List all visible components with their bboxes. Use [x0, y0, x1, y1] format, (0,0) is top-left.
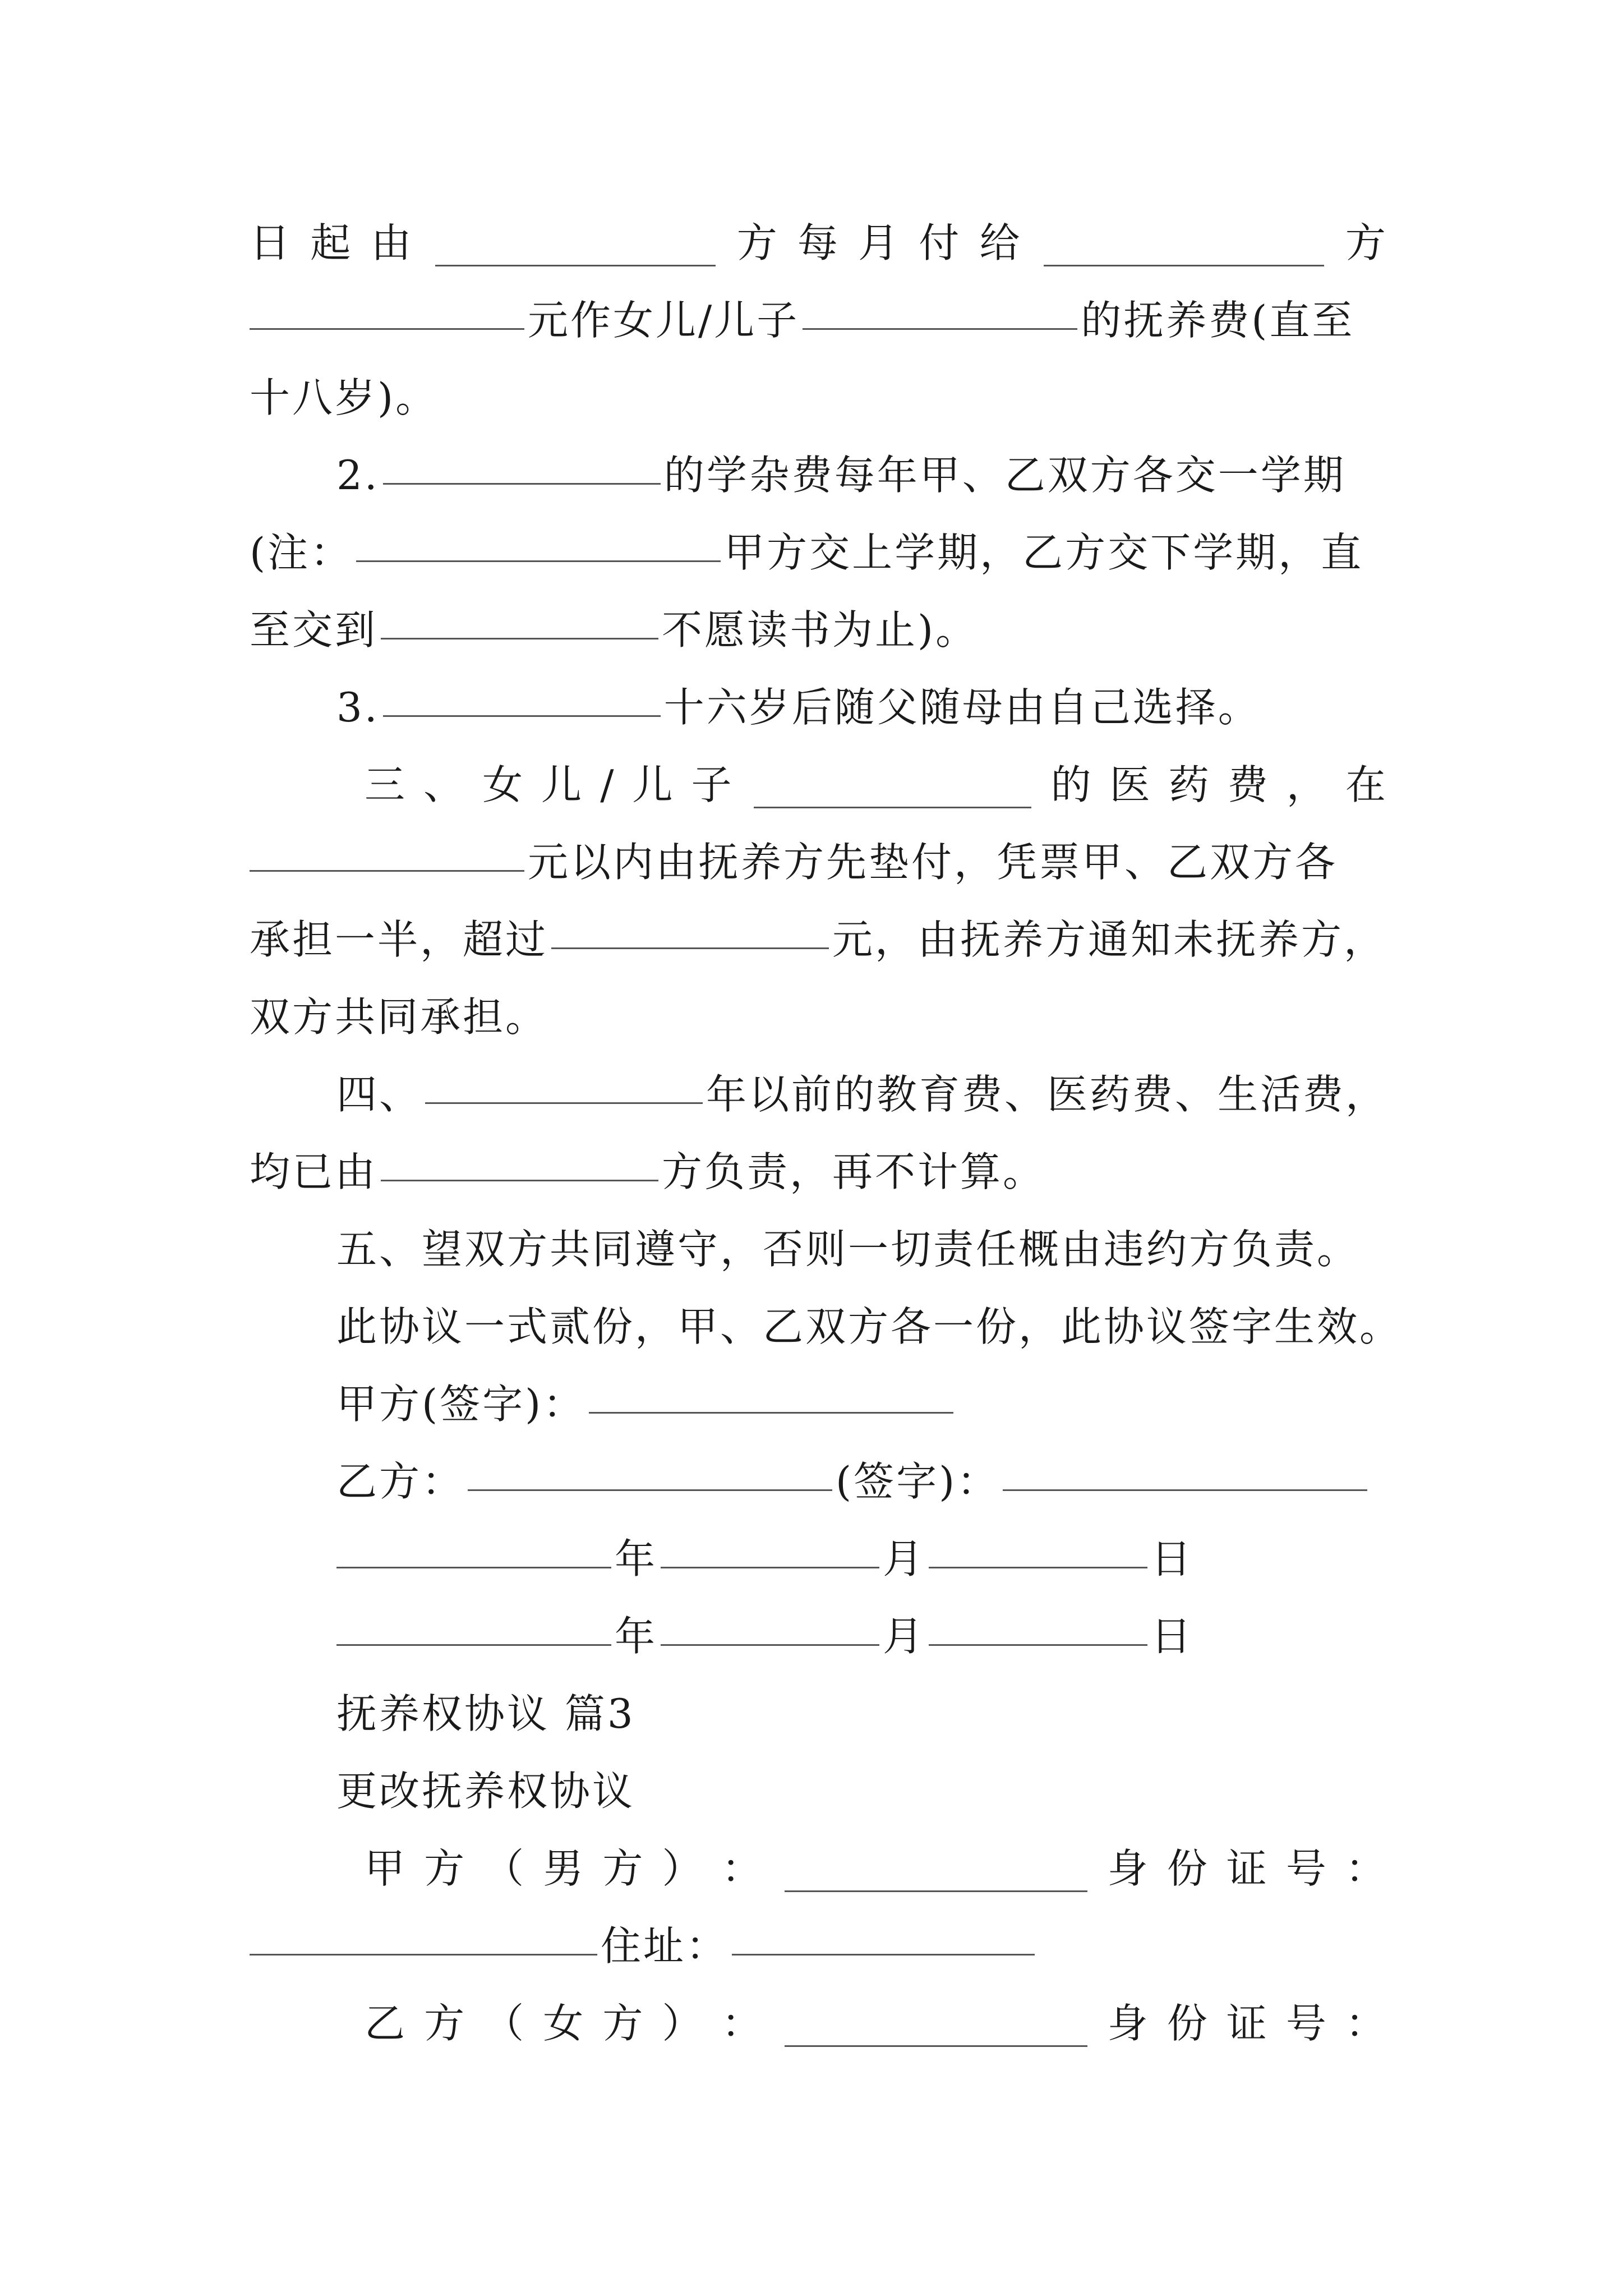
text-segment: (注： — [250, 529, 353, 576]
char: ： — [1345, 1845, 1388, 1892]
list-number: 3. — [336, 684, 380, 731]
date-label: 日 — [1151, 1613, 1194, 1660]
month-field[interactable] — [661, 1567, 879, 1568]
blank-field[interactable] — [356, 560, 721, 562]
char: 女 — [543, 2000, 586, 2047]
char: 每 — [797, 219, 840, 266]
date-line-2 — [336, 1608, 1388, 1664]
blank-field[interactable] — [381, 638, 658, 639]
char: 起 — [310, 219, 353, 266]
blank-field[interactable] — [468, 1489, 832, 1491]
text-segment: 此协议一式贰份，甲、乙双方各一份，此协议签字生效。 — [336, 1303, 1403, 1350]
text-segment: 十六岁后随父随母由自己选择。 — [663, 684, 1261, 731]
char: ， — [1286, 761, 1329, 808]
char: 儿 — [541, 761, 584, 808]
date-label: 月 — [883, 1613, 926, 1660]
char: 方 — [736, 219, 780, 266]
char: 女 — [482, 761, 525, 808]
char: 身 — [1107, 1845, 1150, 1892]
text-segment: 方负责，再不计算。 — [662, 1148, 1046, 1195]
text-line-12 — [336, 1066, 1388, 1122]
date-label: 月 — [883, 1535, 926, 1582]
name-field[interactable] — [785, 2045, 1087, 2047]
signature-field[interactable] — [589, 1412, 953, 1414]
year-field[interactable] — [336, 1567, 611, 1568]
text-line-2 — [250, 292, 1388, 348]
address-label: 住址： — [601, 1922, 729, 1970]
text-line-7 — [336, 679, 1388, 735]
char: 儿 — [632, 761, 675, 808]
signature-label: 乙方： — [336, 1458, 465, 1505]
text-segment: 四、 — [336, 1071, 422, 1118]
party-b-line — [365, 1995, 1388, 2051]
char: 方 — [602, 1845, 645, 1892]
text-segment: 元以内由抚养方先垫付，凭票甲、乙双方各 — [528, 839, 1338, 886]
char: 在 — [1345, 761, 1388, 808]
text-line-4 — [336, 447, 1388, 503]
char: 费 — [1227, 761, 1270, 808]
char: ： — [1345, 2000, 1388, 2047]
blank-field[interactable] — [383, 715, 661, 717]
name-field[interactable] — [785, 1890, 1087, 1892]
char: 方 — [1345, 219, 1388, 266]
section-heading — [336, 1686, 1388, 1742]
date-label: 年 — [615, 1535, 658, 1582]
text-segment: 的抚养费(直至 — [1081, 297, 1355, 344]
char: 日 — [250, 219, 293, 266]
char: 男 — [543, 1845, 586, 1892]
char: 甲 — [365, 1845, 408, 1892]
char: 身 — [1107, 2000, 1150, 2047]
blank-field[interactable] — [1044, 265, 1324, 266]
text-line-15 — [336, 1299, 1403, 1355]
char: 、 — [423, 761, 467, 808]
signature-label: 甲方(签字)： — [336, 1381, 586, 1428]
blank-field[interactable] — [383, 483, 661, 485]
text-segment: 不愿读书为止)。 — [662, 606, 979, 654]
heading-text: 抚养权协议 篇3 — [336, 1690, 635, 1737]
blank-field[interactable] — [425, 1102, 703, 1104]
text-line-6 — [250, 602, 1388, 658]
month-field[interactable] — [661, 1644, 879, 1646]
char: ： — [721, 2000, 764, 2047]
text-segment: 五、望双方共同遵守，否则一切责任概由违约方负责。 — [336, 1226, 1360, 1273]
text-segment: 均已由 — [250, 1148, 378, 1195]
document-title — [336, 1763, 1388, 1819]
text-segment: 双方共同承担。 — [250, 993, 548, 1041]
party-a-line — [365, 1841, 1388, 1897]
signature-field[interactable] — [1003, 1489, 1367, 1491]
signature-line-party-a — [336, 1376, 1388, 1432]
text-segment: 元，由抚养方通知未抚养方， — [832, 916, 1387, 963]
id-number-field[interactable] — [250, 1954, 597, 1955]
year-field[interactable] — [336, 1644, 611, 1646]
char: 方 — [424, 2000, 467, 2047]
date-line-1 — [336, 1531, 1388, 1587]
char: ： — [721, 1845, 764, 1892]
char: （ — [483, 2000, 527, 2047]
text-segment: 至交到 — [250, 606, 378, 654]
text-segment: 的学杂费每年甲、乙双方各交一学期 — [663, 452, 1346, 499]
char: 证 — [1226, 1845, 1269, 1892]
char: 子 — [691, 761, 734, 808]
char: 三 — [365, 761, 408, 808]
char: 号 — [1285, 2000, 1329, 2047]
title-text: 更改抚养权协议 — [336, 1768, 635, 1815]
text-line-14 — [336, 1221, 1388, 1277]
text-line-9 — [250, 834, 1388, 890]
char: 号 — [1285, 1845, 1329, 1892]
char: 月 — [858, 219, 901, 266]
text-segment: 元作女儿/儿子 — [528, 297, 800, 344]
char: ） — [662, 1845, 705, 1892]
text-segment: 承担一半，超过 — [250, 916, 548, 963]
date-label: 年 — [615, 1613, 658, 1660]
signature-label: (签字)： — [836, 1458, 1000, 1505]
text-line-5 — [250, 524, 1388, 581]
text-line-11 — [250, 989, 1388, 1045]
signature-line-party-b — [336, 1453, 1388, 1510]
char: / — [600, 761, 616, 808]
char: 证 — [1226, 2000, 1269, 2047]
blank-field[interactable] — [551, 947, 829, 949]
text-line-3 — [250, 370, 1388, 426]
char: ） — [662, 2000, 705, 2047]
blank-field[interactable] — [754, 807, 1031, 808]
char: 份 — [1166, 2000, 1210, 2047]
blank-field[interactable] — [435, 265, 716, 266]
blank-field[interactable] — [381, 1180, 658, 1181]
address-line — [250, 1918, 1388, 1974]
blank-field[interactable] — [250, 328, 524, 330]
char: 由 — [371, 219, 414, 266]
day-field[interactable] — [929, 1644, 1147, 1646]
char: 份 — [1166, 1845, 1210, 1892]
char: 方 — [602, 2000, 645, 2047]
blank-field[interactable] — [250, 870, 524, 872]
date-label: 日 — [1151, 1535, 1194, 1582]
char: 的 — [1050, 761, 1094, 808]
char: 药 — [1168, 761, 1211, 808]
text-line-10 — [250, 912, 1388, 968]
char: 乙 — [365, 2000, 408, 2047]
char: 方 — [424, 1845, 467, 1892]
char: 付 — [919, 219, 962, 266]
text-segment: 甲方交上学期，乙方交下学期，直 — [724, 529, 1364, 576]
address-field[interactable] — [732, 1954, 1035, 1955]
text-line-8 — [365, 757, 1388, 813]
char: （ — [483, 1845, 527, 1892]
list-number: 2. — [336, 452, 380, 499]
char: 医 — [1109, 761, 1152, 808]
text-segment: 年以前的教育费、医药费、生活费， — [706, 1071, 1389, 1118]
blank-field[interactable] — [803, 328, 1077, 330]
char: 给 — [979, 219, 1022, 266]
day-field[interactable] — [929, 1567, 1147, 1568]
text-segment: 十八岁)。 — [250, 374, 439, 421]
text-line-13 — [250, 1144, 1388, 1200]
text-line-1 — [250, 215, 1388, 271]
